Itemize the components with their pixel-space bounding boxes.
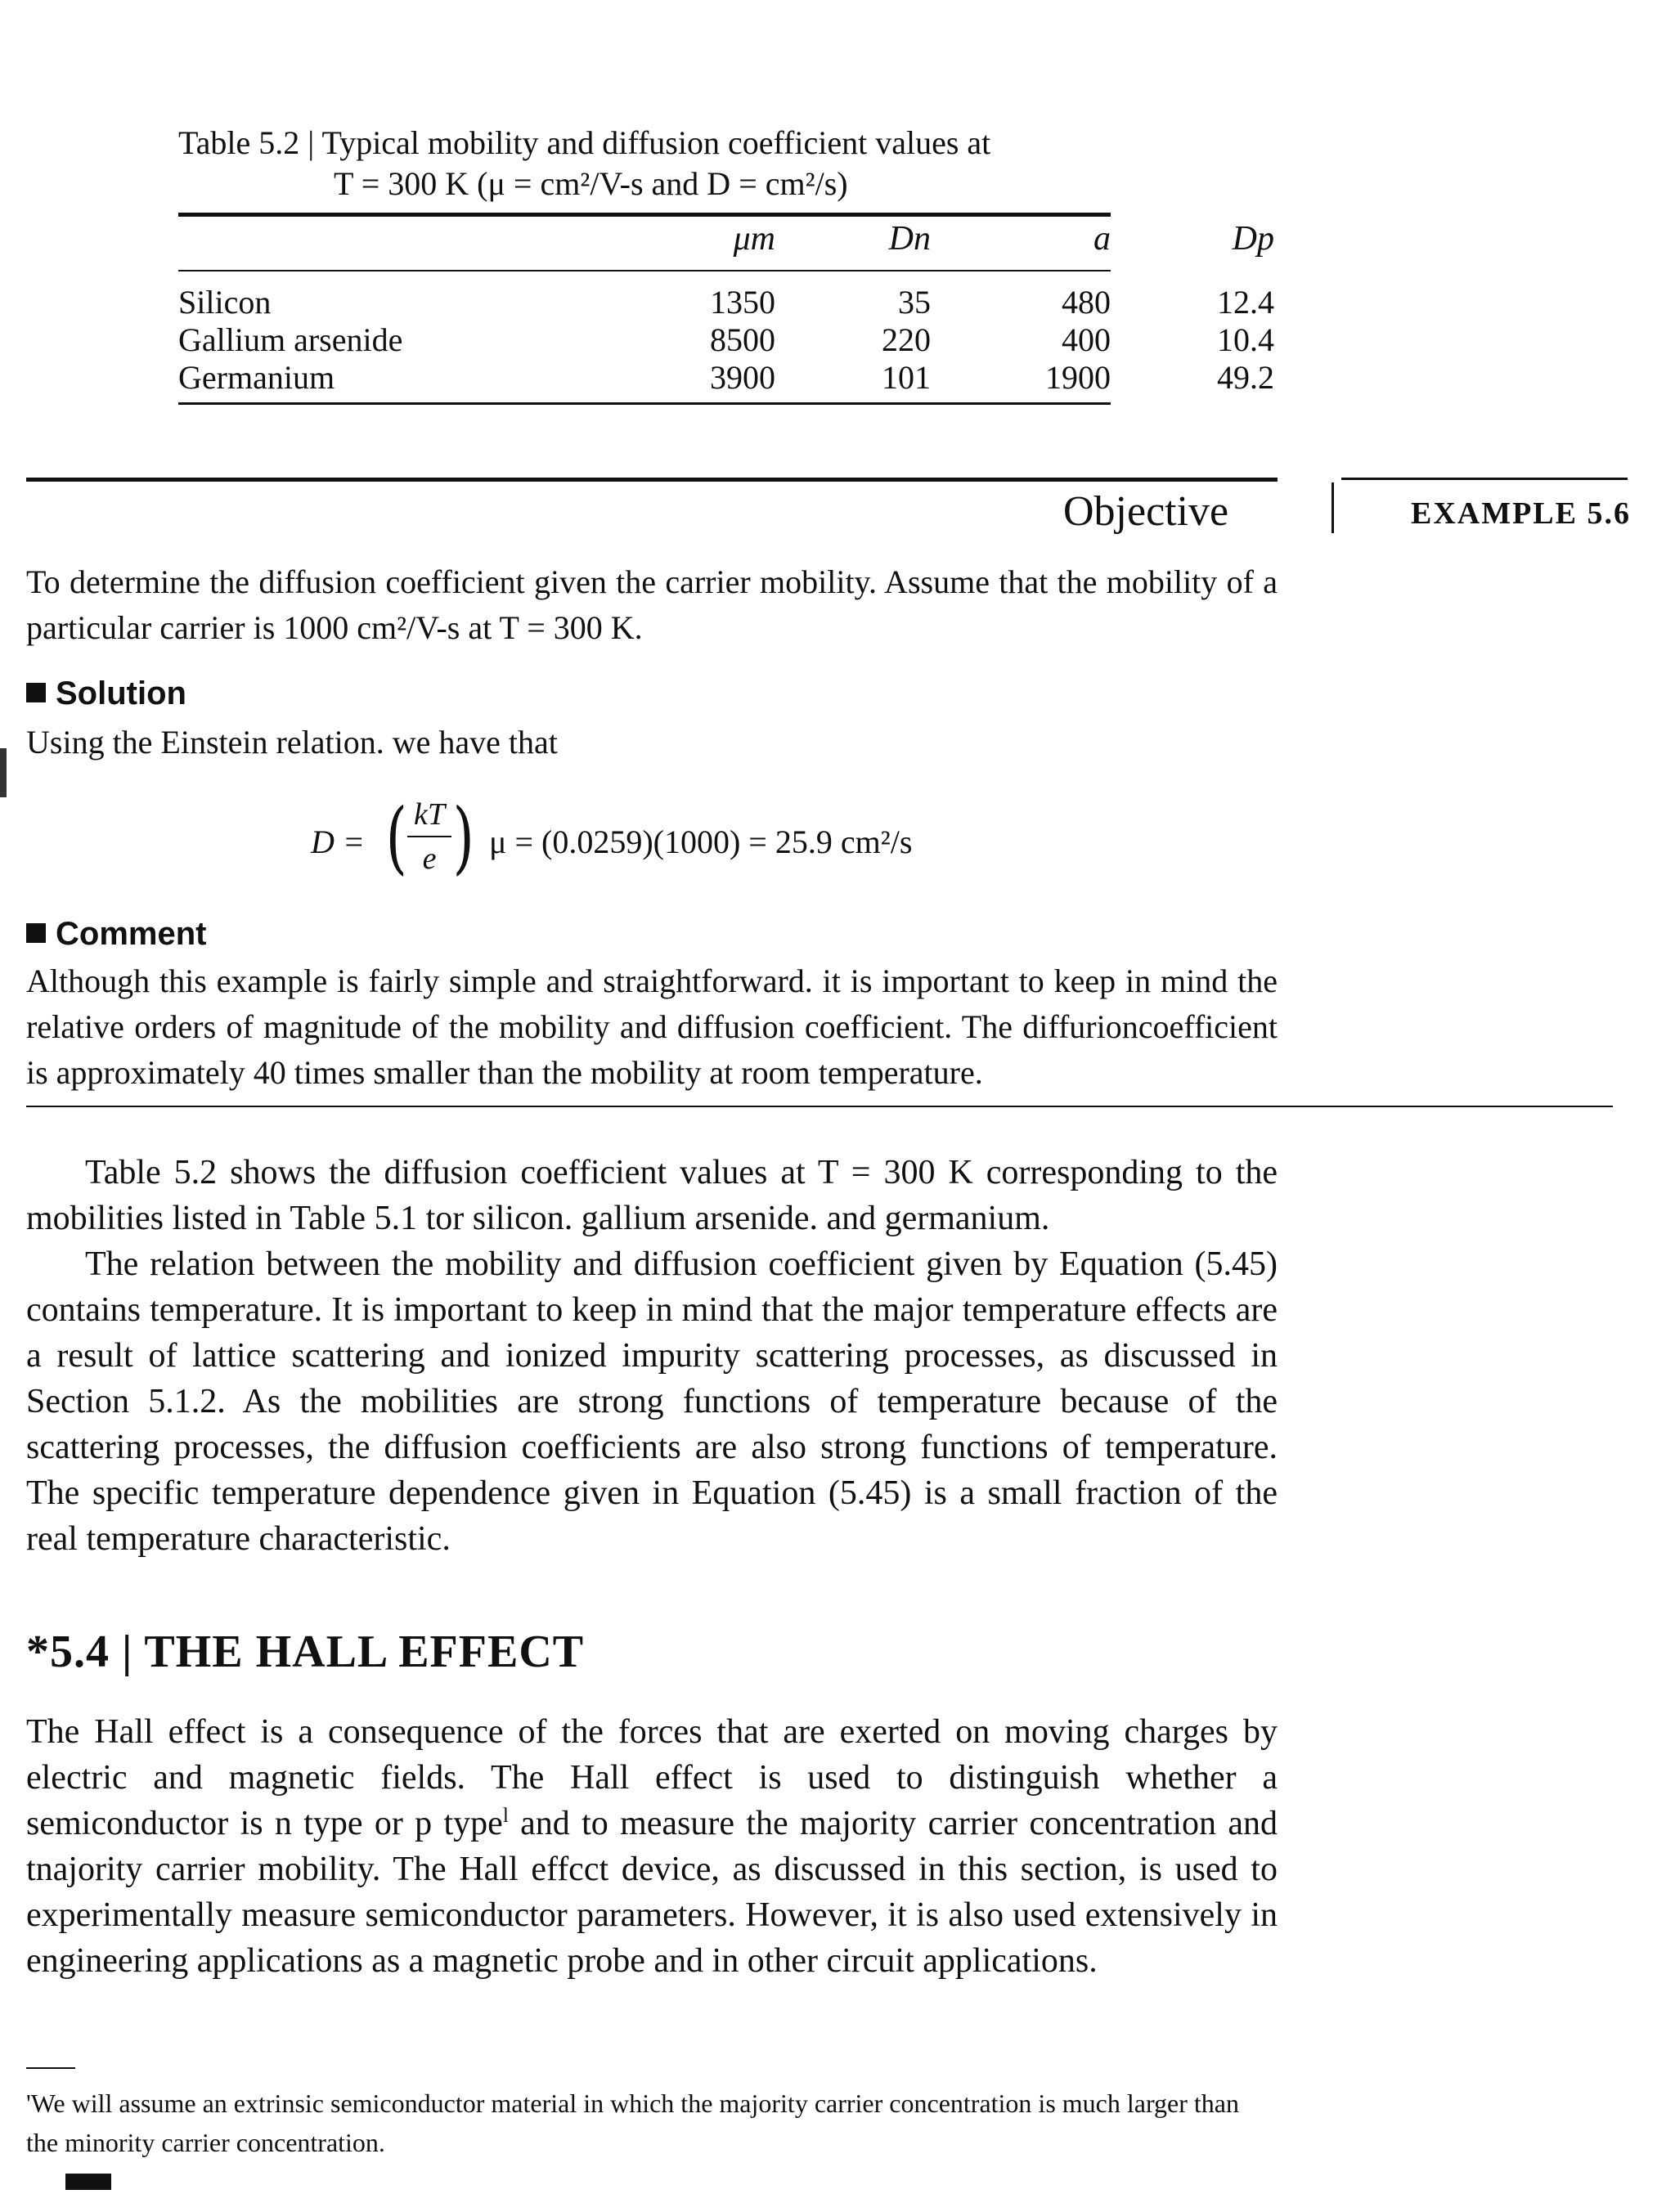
table-caption-line2: T = 300 K (μ = cm²/V-s and D = cm²/s) — [334, 165, 848, 202]
table-header-cell: a — [1093, 220, 1111, 258]
left-paren-icon: ( — [385, 792, 407, 883]
table-caption-line1: Table 5.2 | Typical mobility and diffusion coefficient values at — [178, 124, 991, 161]
footnote-rule — [26, 2067, 75, 2069]
table-row — [178, 321, 1274, 358]
comment-text: Although this example is fairly simple and straightforward. it is important to keep in mind the relative orders of magnitude of the mobility and diffusion coefficient. The diffurioncoefficient is approximately 40 times smaller than the mobility at room temperature. — [26, 962, 1278, 1091]
section-heading: *5.4 | THE HALL EFFECT — [26, 1626, 585, 1677]
example-bottom-rule — [26, 1106, 1613, 1107]
margin-mark — [0, 748, 7, 797]
table-cell: 49.2 — [1217, 359, 1274, 396]
table-cell: Gallium arsenide — [178, 321, 403, 358]
equation-numerator: kT — [414, 797, 445, 832]
square-bullet-icon — [26, 923, 46, 943]
table-cell: 8500 — [710, 321, 775, 358]
table-top-rule — [178, 213, 1111, 217]
equation-lhs: D = — [311, 823, 365, 860]
table-row — [178, 283, 1274, 321]
table-header-rule — [178, 270, 1111, 271]
fraction-bar — [407, 836, 451, 837]
footnote-text: 'We will assume an extrinsic semiconductor material in which the majority carrier concentration is much larger than the minority carrier concentration. — [26, 2089, 1239, 2157]
table-cell: Germanium — [178, 359, 335, 396]
table-cell: 220 — [882, 321, 931, 358]
mobility-diffusion-table — [178, 219, 1274, 270]
hall-text-part2: and to measure the majority carrier concentration and tnajority carrier mobility. The Hall effcct device, as discussed in this section, is used to experimentally measure semiconductor parameters. However, it is also used extensively in engineering applications as a magnetic probe and in other circuit applications. — [26, 1805, 1278, 1980]
body-paragraph: The relation between the mobility and diffusion coefficient given by Equation (5.45) contains temperature. It is important to keep in mind that the major temperature effects are a result of lattice scattering and ionized impurity scattering processes, as discussed in Section 5.1.2. As the mobilities are strong functions of temperature because of the scattering processes, the diffusion coefficients are also strong functions of temperature. The specific temperature dependence given in Equation (5.45) is a small fraction of the real temperature characteristic. — [26, 1245, 1278, 1558]
table-cell: Silicon — [178, 284, 272, 321]
einstein-equation — [311, 792, 1129, 885]
table-header-row — [178, 219, 1274, 270]
table-body — [178, 283, 1274, 396]
table-cell: 1350 — [710, 284, 775, 321]
table-cell: 480 — [1062, 284, 1111, 321]
example-top-rule — [26, 478, 1278, 482]
example-label-rule — [1341, 478, 1628, 480]
table-cell: 400 — [1062, 321, 1111, 358]
hall-text-part1: The Hall effect is a consequence of the forces that are exerted on moving charges by electric and magnetic fields. The Hall effect is used to distinguish whether a semiconductor is n type or p type — [26, 1713, 1278, 1842]
hall-effect-paragraph — [26, 1709, 1278, 1984]
footnote-marker: l — [502, 1805, 509, 1827]
body-paragraph: Table 5.2 shows the diffusion coefficient values at T = 300 K corresponding to the mobilities listed in Table 5.1 tor silicon. gallium arsenide. and germanium. — [26, 1154, 1278, 1237]
equation-denominator: e — [422, 841, 437, 876]
table-header-cell: Dn — [888, 220, 931, 258]
table-header-cell: μm — [733, 220, 775, 258]
comment-heading — [26, 916, 206, 953]
scan-artifact — [65, 2174, 111, 2190]
equation-fraction — [407, 796, 451, 877]
table-header-cell: Dp — [1232, 220, 1274, 258]
table-row — [178, 358, 1274, 396]
table-cell: 35 — [898, 284, 931, 321]
table-cell: 12.4 — [1217, 284, 1274, 321]
comment-heading-label: Comment — [56, 916, 207, 952]
table-cell: 1900 — [1045, 359, 1111, 396]
table-bottom-rule — [178, 402, 1111, 405]
solution-heading-label: Solution — [56, 675, 186, 711]
example-divider — [1331, 482, 1334, 533]
table-cell: 10.4 — [1217, 321, 1274, 358]
objective-heading: Objective — [1063, 488, 1229, 535]
table-cell: 101 — [882, 359, 931, 396]
solution-heading — [26, 675, 186, 712]
square-bullet-icon — [26, 683, 46, 702]
table-cell: 3900 — [710, 359, 775, 396]
table-caption — [178, 123, 1119, 204]
solution-text: Using the Einstein relation. we have that — [26, 724, 558, 761]
objective-text: To determine the diffusion coefficient given the carrier mobility. Assume that the mobility of a particular carrier is 1000 cm²/V-s at T = 300 K. — [26, 563, 1278, 646]
body-text — [26, 1150, 1278, 1562]
right-paren-icon: ) — [452, 792, 474, 883]
example-label: EXAMPLE 5.6 — [1411, 496, 1631, 531]
equation-rhs: μ = (0.0259)(1000) = 25.9 cm²/s — [489, 823, 913, 860]
